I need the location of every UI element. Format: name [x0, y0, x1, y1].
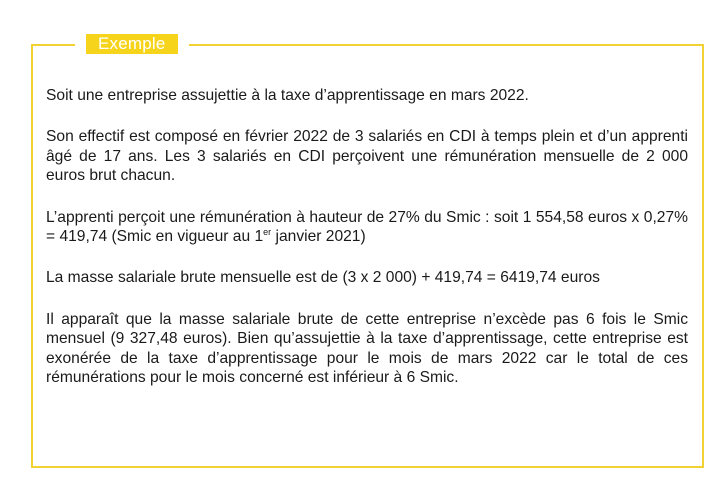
paragraph-5: Il apparaît que la masse salariale brute de cette entreprise n’excède pas 6 fois le Smic mensuel (9 327,48 euros). Bien qu’assujettie à la taxe d’apprentissage, cette entreprise est exonérée de la taxe d’apprentissage pour le mois de mars 2022 car le total de ces rémunérations pour le mois concerné est inférieur à 6 Smic.: [46, 310, 688, 387]
paragraph-4: La masse salariale brute mensuelle est de (3 x 2 000) + 419,74 = 6419,74 euros: [46, 269, 600, 287]
paragraph-1: Soit une entreprise assujettie à la taxe d’apprentissage en mars 2022.: [46, 87, 529, 104]
ordinal-suffix: er: [263, 226, 272, 237]
example-content: [46, 86, 688, 387]
example-tag-label: Exemple: [86, 34, 178, 54]
paragraph-2: Son effectif est composé en février 2022 de 3 salariés en CDI à temps plein et d’un apprenti âgé de 17 ans. Les 3 salariés en CDI perçoivent une rémunération mensuelle de 2 000 euros brut chacun.: [46, 128, 688, 185]
paragraph-3: [46, 208, 688, 247]
example-tag: [75, 34, 189, 54]
paragraph-3-start: L’apprenti perçoit une rémunération à hauteur de 27% du Smic : soit 1 554,58 euros x 0,27% = 419,74 (Smic en vigueur au 1: [46, 208, 688, 246]
paragraph-3-end: janvier 2021): [271, 228, 366, 246]
